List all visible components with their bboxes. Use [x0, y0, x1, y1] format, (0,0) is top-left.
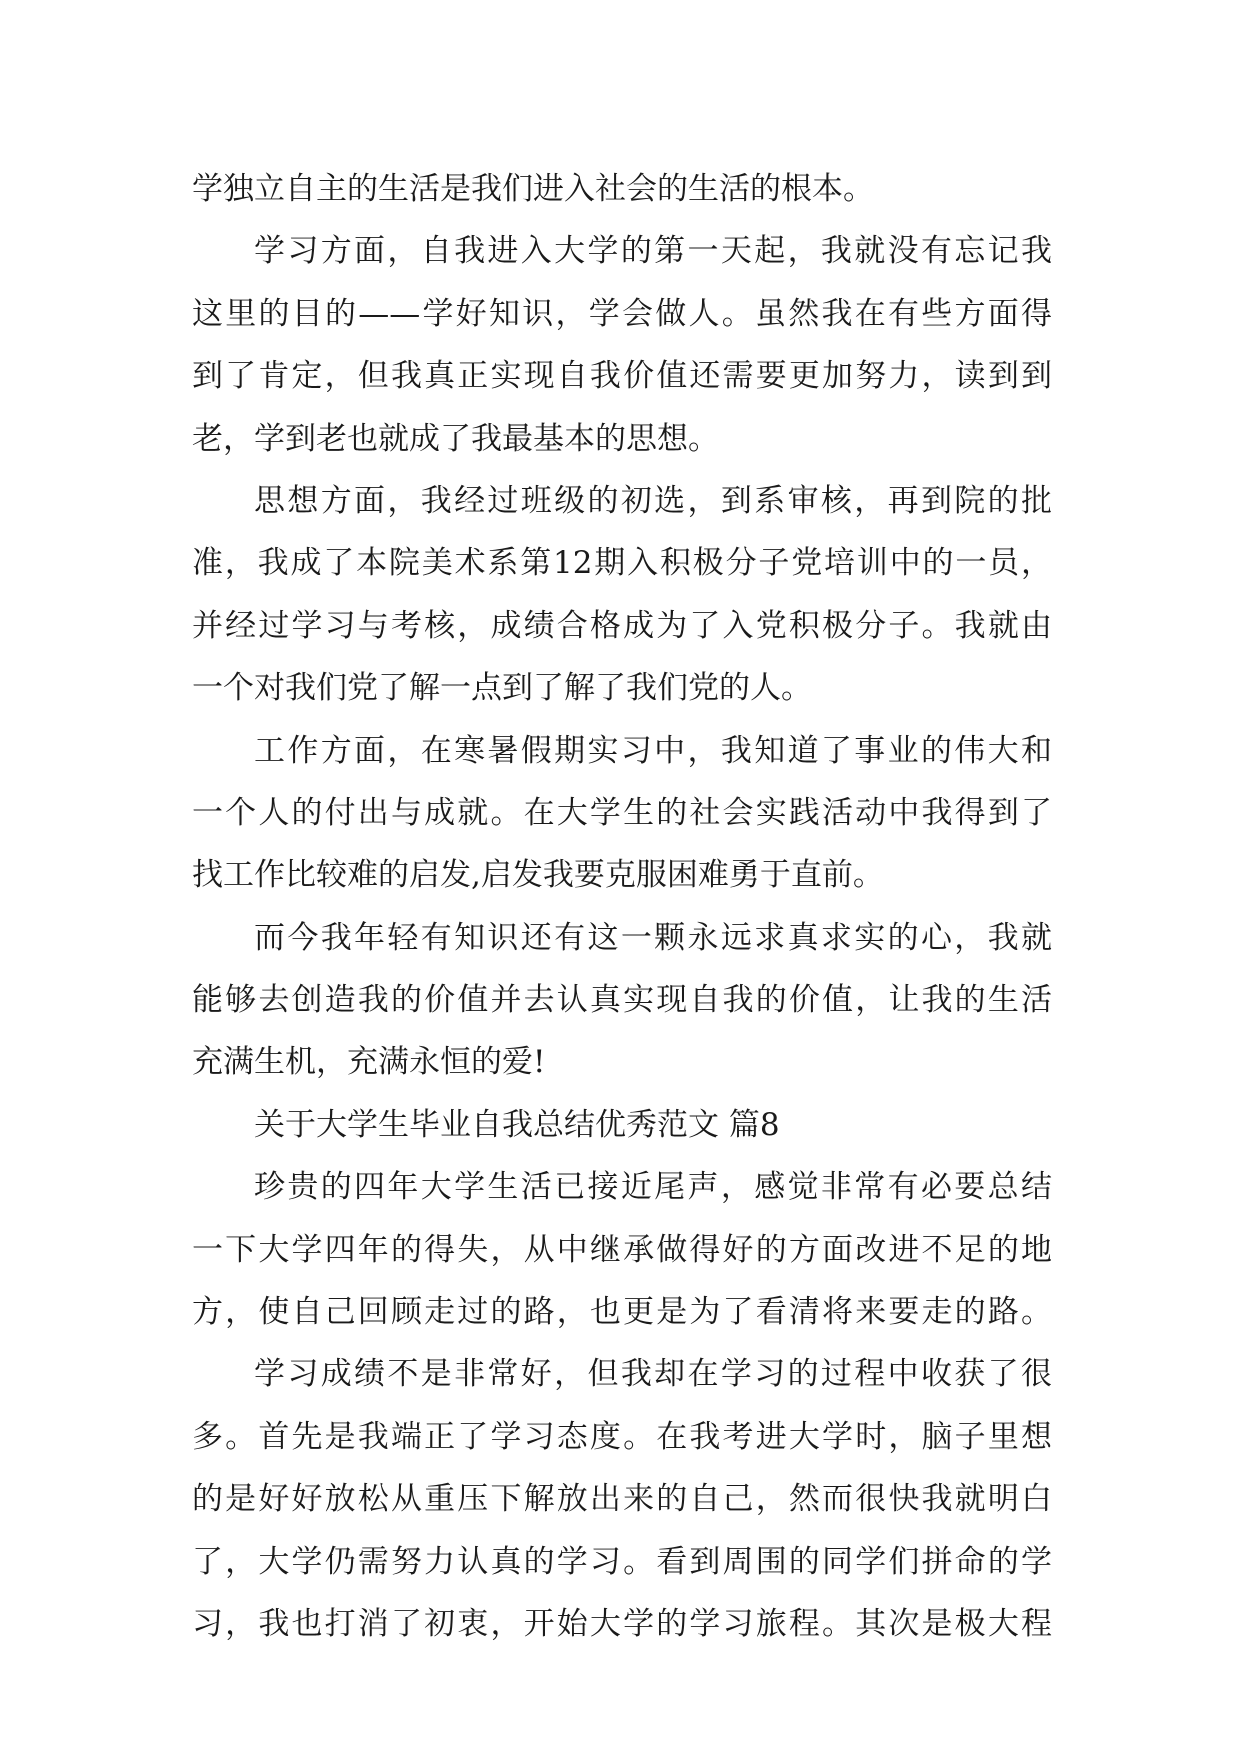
text-line: 习，我也打消了初衷，开始大学的学习旅程。其次是极大程 — [192, 1605, 1052, 1642]
paragraph-first-line: 学习方面，自我进入大学的第一天起，我就没有忘记我 — [254, 233, 1052, 270]
text-line: 到了肯定，但我真正实现自我价值还需要更加努力，读到到 — [192, 358, 1052, 395]
text-line: 一个对我们党了解一点到了解了我们党的人。 — [192, 670, 812, 707]
text-line: 一下大学四年的得失，从中继承做得好的方面改进不足的地 — [192, 1231, 1052, 1268]
section-heading: 关于大学生毕业自我总结优秀范文 篇8 — [254, 1106, 780, 1143]
text-line: 并经过学习与考核，成绩合格成为了入党积极分子。我就由 — [192, 607, 1052, 644]
text-line: 找工作比较难的启发,启发我要克服困难勇于直前。 — [192, 857, 884, 894]
text-line: 了，大学仍需努力认真的学习。看到周围的同学们拼命的学 — [192, 1543, 1052, 1580]
paragraph-first-line: 而今我年轻有知识还有这一颗永远求真求实的心，我就 — [254, 919, 1052, 956]
text-line: 方，使自己回顾走过的路，也更是为了看清将来要走的路。 — [192, 1294, 1052, 1331]
text-line: 准，我成了本院美术系第12期入积极分子党培训中的一员， — [192, 545, 1052, 582]
paragraph-first-line: 思想方面，我经过班级的初选，到系审核，再到院的批 — [254, 482, 1052, 519]
paragraph-first-line: 珍贵的四年大学生活已接近尾声，感觉非常有必要总结 — [254, 1169, 1052, 1206]
text-line: 学独立自主的生活是我们进入社会的生活的根本。 — [192, 171, 874, 207]
text-line: 多。首先是我端正了学习态度。在我考进大学时，脑子里想 — [192, 1418, 1052, 1455]
document-body — [192, 158, 1052, 1655]
text-line: 充满生机，充满永恒的爱! — [192, 1044, 546, 1081]
text-line: 一个人的付出与成就。在大学生的社会实践活动中我得到了 — [192, 794, 1052, 831]
text-line: 老，学到老也就成了我最基本的思想。 — [192, 420, 719, 457]
text-line: 的是好好放松从重压下解放出来的自己，然而很快我就明白 — [192, 1481, 1052, 1518]
paragraph-first-line: 工作方面，在寒暑假期实习中，我知道了事业的伟大和 — [254, 732, 1052, 769]
paragraph-first-line: 学习成绩不是非常好，但我却在学习的过程中收获了很 — [254, 1356, 1052, 1393]
text-line: 这里的目的——学好知识，学会做人。虽然我在有些方面得 — [192, 295, 1052, 332]
text-line: 能够去创造我的价值并去认真实现自我的价值，让我的生活 — [192, 982, 1052, 1019]
